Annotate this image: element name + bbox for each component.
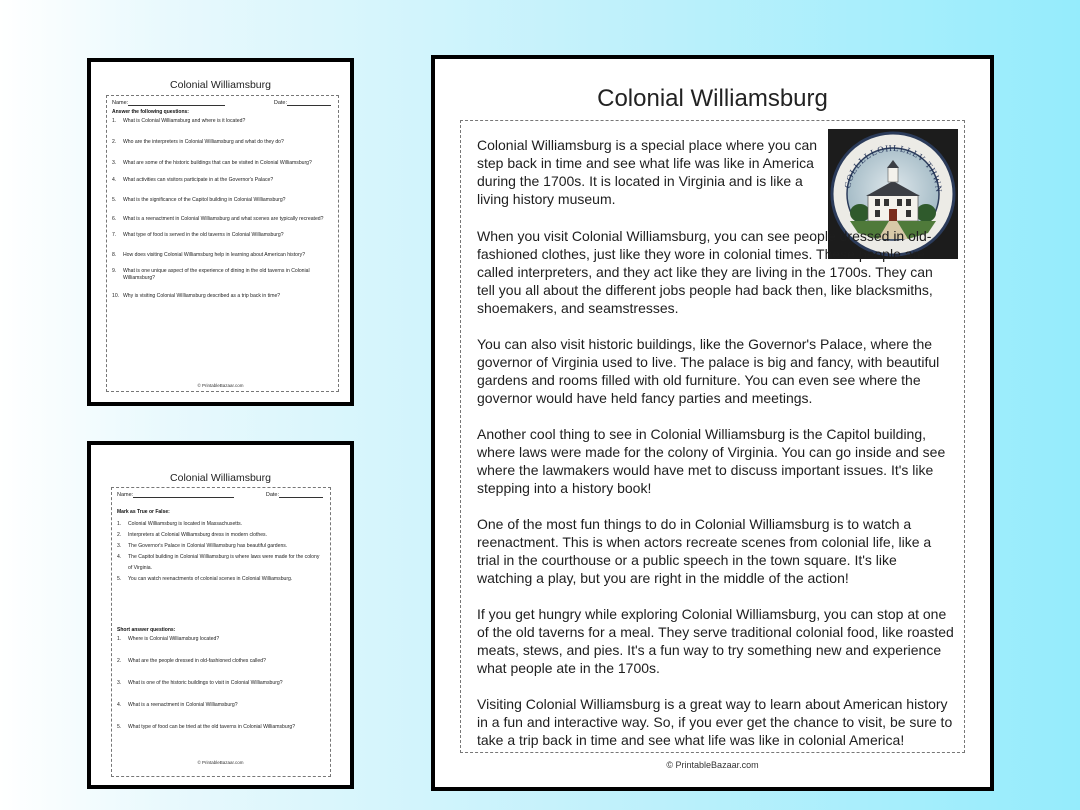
worksheet-frame bbox=[106, 95, 339, 392]
item-number: 5. bbox=[112, 196, 117, 203]
name-date-row bbox=[112, 488, 330, 498]
paragraph: One of the most fun things to do in Colonial Williamsburg is to watch a reenactment. This is when actors recreate scenes from colonial life, like a trial in the courthouse or a public speech in the town square. It's like watching a play, but you are right in the middle of the action! bbox=[477, 516, 932, 586]
item-text: What is one unique aspect of the experience of dining in the old taverns in Colonial Williamsburg? bbox=[123, 268, 310, 281]
paragraph: Another cool thing to see in Colonial Williamsburg is the Capitol building, where laws were made for the colony of Virginia. You can go inside and see where the lawmakers would have met to discuss important issues. It's like stepping into a history book! bbox=[477, 426, 946, 496]
item-number: 9. bbox=[112, 268, 117, 274]
item-text: What are some of the historic buildings that can be visited in Colonial Williamsburg? bbox=[123, 159, 312, 166]
item-text: What type of food is served in the old taverns in Colonial Williamsburg? bbox=[123, 232, 284, 239]
list-item bbox=[117, 530, 325, 541]
true-false-list bbox=[112, 519, 330, 585]
item-number: 3. bbox=[117, 543, 122, 549]
short-answer-list bbox=[112, 636, 330, 730]
list-item bbox=[112, 216, 333, 223]
name-date-row bbox=[107, 96, 338, 106]
item-text: What is Colonial Williamsburg and where is it located? bbox=[123, 118, 246, 124]
item-text: Where is Colonial Williamsburg located? bbox=[128, 636, 220, 642]
item-number: 4. bbox=[117, 554, 122, 560]
item-text: What type of food can be tried at the old taverns in Colonial Williamsburg? bbox=[128, 723, 296, 730]
item-number: 3. bbox=[112, 159, 117, 166]
item-text: Interpreters at Colonial Williamsburg dress in modern clothes. bbox=[128, 532, 268, 538]
item-number: 5. bbox=[117, 576, 122, 582]
item-text: What is the significance of the Capitol building in Colonial Williamsburg? bbox=[123, 196, 286, 203]
list-item bbox=[117, 702, 325, 709]
item-number: 1. bbox=[112, 118, 117, 124]
paragraph: Colonial Williamsburg is a special place where you can step back in time and see what life was like in America during the 1700s. It is located in Virginia and is like a living history museum. bbox=[477, 137, 818, 207]
item-text: Colonial Williamsburg is located in Massachusetts. bbox=[128, 521, 243, 527]
list-item bbox=[112, 268, 333, 282]
reading-passage-page bbox=[431, 55, 994, 791]
item-number: 1. bbox=[117, 636, 122, 642]
logo-lettering: COLLLLLOHLLLLV THWN bbox=[842, 142, 945, 194]
worksheet-true-false-page bbox=[87, 441, 354, 789]
name-line bbox=[128, 100, 225, 106]
worksheet-footer: © PrintableBazaar.com bbox=[197, 760, 244, 765]
list-item bbox=[112, 177, 333, 184]
page-title: Colonial Williamsburg bbox=[597, 85, 828, 112]
list-item bbox=[112, 232, 333, 239]
list-item bbox=[117, 658, 325, 665]
item-text: Why is visiting Colonial Williamsburg described as a trip back in time? bbox=[123, 292, 281, 299]
item-number: 2. bbox=[117, 657, 122, 664]
item-number: 2. bbox=[117, 532, 122, 538]
date-line bbox=[279, 492, 323, 498]
date-label: Date: bbox=[265, 492, 279, 498]
list-item bbox=[112, 293, 333, 300]
list-item bbox=[117, 724, 325, 731]
item-text: What is one of the historic buildings to visit in Colonial Williamsburg? bbox=[128, 679, 283, 686]
paragraph: If you get hungry while exploring Colonial Williamsburg, you can stop at one of the old taverns for a meal. They serve traditional colonial food, like roasted meats, stews, and pies. It's a fun way to try something new and experience what people ate in the 1700s. bbox=[477, 606, 954, 676]
name-label: Name: bbox=[117, 492, 134, 498]
item-text: How does visiting Colonial Williamsburg help in learning about American history? bbox=[123, 252, 306, 259]
question-list bbox=[107, 118, 338, 300]
item-text: Who are the interpreters in Colonial Williamsburg and what do they do? bbox=[123, 138, 284, 145]
item-number: 1. bbox=[117, 521, 122, 527]
date-label: Date: bbox=[273, 100, 287, 106]
item-number: 8. bbox=[112, 252, 117, 259]
true-false-instructions: Mark as True or False: bbox=[117, 509, 170, 515]
name-label: Name: bbox=[112, 100, 129, 106]
list-item bbox=[117, 519, 325, 530]
item-text: The Governor's Palace in Colonial Williamsburg has beautiful gardens. bbox=[128, 543, 288, 549]
item-text: What activities can visitors participate in at the Governor's Palace? bbox=[123, 176, 274, 183]
worksheet-title: Colonial Williamsburg bbox=[170, 472, 271, 484]
list-item bbox=[117, 680, 325, 687]
list-item bbox=[112, 197, 333, 204]
item-number: 7. bbox=[112, 232, 117, 239]
item-number: 4. bbox=[117, 701, 122, 708]
short-answer-instructions: Short answer questions: bbox=[117, 627, 176, 633]
list-item bbox=[112, 139, 333, 146]
date-line bbox=[287, 100, 331, 106]
list-item bbox=[112, 118, 333, 125]
list-item bbox=[117, 574, 325, 585]
item-number: 4. bbox=[112, 176, 117, 183]
item-number: 5. bbox=[117, 723, 122, 730]
list-item bbox=[112, 160, 333, 167]
item-number: 6. bbox=[112, 216, 117, 223]
paragraph: You can also visit historic buildings, like the Governor's Palace, where the governor of Virginia used to live. The palace is big and fancy, with beautiful gardens and rooms filled with old furniture. You can even see where the governor would have held fancy parties and meetings. bbox=[477, 336, 940, 406]
paragraph: Visiting Colonial Williamsburg is a great way to learn about American history in a fun and interactive way. So, if you ever get the chance to visit, be sure to take a trip back in time and see what life was like in colonial America! bbox=[477, 696, 953, 748]
list-item bbox=[112, 252, 333, 259]
item-number: 2. bbox=[112, 138, 117, 145]
instructions: Answer the following questions: bbox=[112, 109, 189, 115]
worksheet-questions-page bbox=[87, 58, 354, 406]
item-number: 10. bbox=[112, 292, 120, 299]
item-text: What is a reenactment in Colonial Williamsburg and what scenes are typically recreated? bbox=[123, 216, 324, 223]
item-text: The Capitol building in Colonial Williamsburg is where laws were made for the colony of Virginia. bbox=[128, 554, 320, 571]
worksheet-title: Colonial Williamsburg bbox=[170, 79, 271, 91]
list-item bbox=[117, 552, 325, 574]
item-text: What is a reenactment in Colonial Williamsburg? bbox=[128, 701, 238, 708]
worksheet-footer: © PrintableBazaar.com bbox=[197, 383, 244, 388]
name-line bbox=[133, 492, 234, 498]
page-footer: © PrintableBazaar.com bbox=[666, 760, 759, 770]
list-item bbox=[117, 541, 325, 552]
list-item bbox=[117, 636, 325, 643]
paragraph: When you visit Colonial Williamsburg, you can see people dressed in old-fashioned clothes, just like they wore in colonial times. These people are called interpreters, and they act like they are living in the 1700s. They can tell you all about the different jobs people had back then, like blacksmiths, shoemakers, and seamstresses. bbox=[477, 228, 933, 316]
worksheet-frame bbox=[111, 487, 331, 777]
item-text: You can watch reenactments of colonial scenes in Colonial Williamsburg. bbox=[128, 576, 293, 582]
item-text: What are the people dressed in old-fashioned clothes called? bbox=[128, 657, 266, 664]
item-number: 3. bbox=[117, 679, 122, 686]
